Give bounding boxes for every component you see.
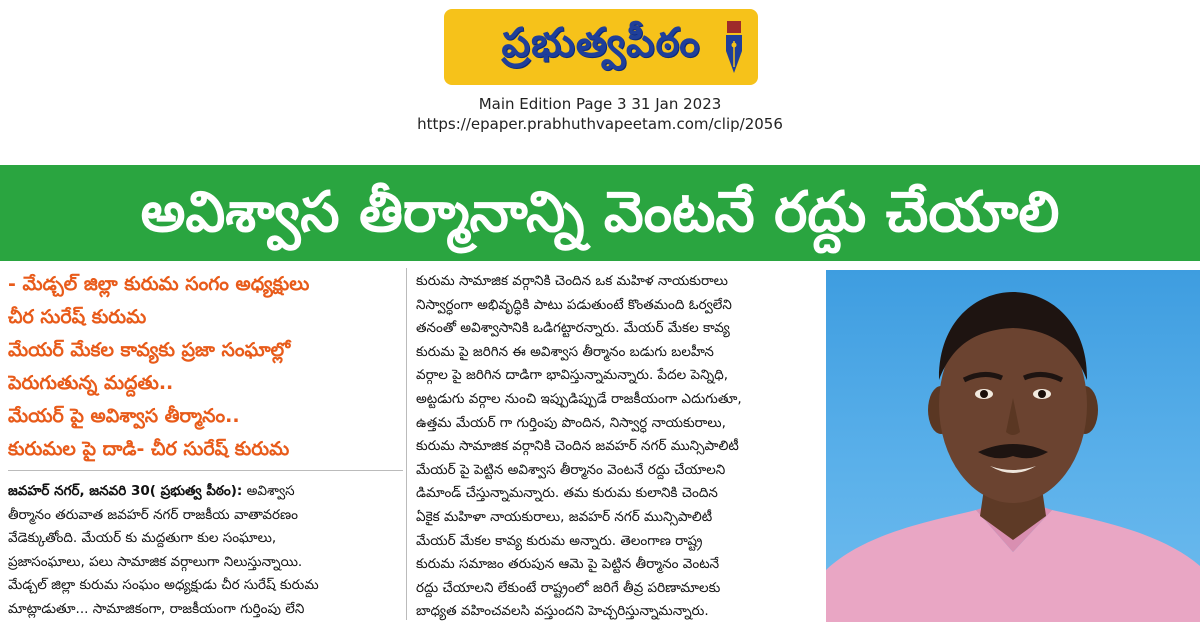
subheads bbox=[8, 268, 403, 466]
clip-url[interactable]: https://epaper.prabhuthvapeetam.com/clip/2056 bbox=[417, 115, 783, 133]
article-line: ప్రజాసంఘాలు, పలు సామాజిక వర్గాలుగా నిలుస్తున్నాయి. bbox=[8, 553, 303, 570]
article-line: తనంతో అవిశ్వాసానికి ఒడిగట్టారన్నారు. మేయర్ మేకల కావ్య bbox=[416, 320, 730, 337]
article-line: మేడ్చల్ జిల్లా కురుమ సంఘం అధ్యక్షుడు చీర సురేష్ కురుమ bbox=[8, 577, 319, 594]
article-line: వర్గాల పై జరిగిన దాడిగా భావిస్తున్నామన్నారు. పేదల పెన్నిధి, bbox=[416, 367, 729, 384]
article-line: తీర్మానం తరువాత జవహర్ నగర్ రాజకీయ వాతావరణం bbox=[8, 506, 299, 523]
article-line: ఉత్తమ మేయర్ గా గుర్తింపు పొందిన, నిస్వార్ధ నాయకురాలు, bbox=[416, 414, 726, 431]
article-line: కురుమ సామాజిక వర్గానికి చెందిన జవహర్ నగర్ మున్సిపాలిటీ bbox=[416, 438, 739, 455]
article-line: డిమాండ్ చేస్తున్నామన్నారు. తమ కురుమ కులానికి చెందిన bbox=[416, 485, 718, 502]
pen-nib-icon bbox=[724, 21, 744, 73]
article-line: కురుమ పై జరిగిన ఈ అవిశ్వాస తీర్మానం బడుగు బలహీన bbox=[416, 343, 714, 360]
portrait-photo bbox=[826, 270, 1200, 622]
article-body-left bbox=[8, 480, 403, 622]
column-divider bbox=[406, 268, 407, 620]
article-line: రద్దు చేయాలని లేకుంటే రాష్ట్రంలో జరిగే తీవ్ర పరిణామాలకు bbox=[416, 579, 721, 596]
article-line: కురుమ సామాజిక వర్గానికి చెందిన ఒక మహిళ నాయకురాలు bbox=[416, 273, 728, 289]
edition-line: Main Edition Page 3 31 Jan 2023 bbox=[478, 95, 722, 113]
subhead: పెరుగుతున్న మద్దతు.. bbox=[8, 372, 174, 394]
masthead-title: ప్రభుత్వపీఠం bbox=[501, 18, 701, 66]
article-line: అట్టడుగు వర్గాల నుంచి ఇప్పుడిప్పుడే రాజకీయంగా ఎదుగుతూ, bbox=[416, 390, 742, 407]
article-text: అవిశ్వాస bbox=[242, 483, 295, 499]
subhead: మేయర్ మేకల కావ్యకు ప్రజా సంఘాల్లో bbox=[8, 339, 291, 361]
article-line: నిస్వార్ధంగా అభివృద్ధికి పాటు పడుతుంటే కొంతమంది ఓర్వలేని bbox=[416, 296, 732, 313]
masthead-logo bbox=[444, 9, 758, 85]
article-line: వేడెక్కుతోంది. మేయర్ కు మద్దతుగా కుల సంఘాలు, bbox=[8, 530, 277, 547]
article-line: ఏకైక మహిళా నాయకురాలు, జవహర్ నగర్ మున్సిపాలిటీ bbox=[416, 508, 713, 525]
section-divider bbox=[8, 470, 403, 471]
portrait-illustration bbox=[826, 270, 1200, 622]
headline: అవిశ్వాస తీర్మానాన్ని వెంటనే రద్దు చేయాలి bbox=[140, 180, 1060, 245]
article-line: బాధ్యత వహించవలసి వస్తుందని హెచ్చరిస్తున్నామన్నారు. bbox=[416, 603, 709, 620]
subhead: - మేడ్చల్ జిల్లా కురుమ సంగం అధ్యక్షులు bbox=[8, 273, 310, 295]
subhead: చీర సురేష్ కురుమ bbox=[8, 306, 147, 328]
article-line: మేయర్ పై పెట్టిన అవిశ్వాస తీర్మానం వెంటనే రద్దు చేయాలని bbox=[416, 461, 726, 478]
subhead: కురుమల పై దాడి- చీర సురేష్ కురుమ bbox=[8, 438, 290, 460]
article-line bbox=[8, 480, 403, 504]
article-line: మేయర్ మేకల కావ్య కురుమ అన్నారు. తెలంగాణ రాష్ట్ర bbox=[416, 532, 703, 549]
article-body-middle bbox=[416, 270, 814, 624]
dateline: జవహర్ నగర్, జనవరి 30( ప్రభుత్వ పీఠం): bbox=[8, 483, 243, 499]
article-line: కురుమ సమాజం తరుపున ఆమె పై పెట్టిన తీర్మానం వెంటనే bbox=[416, 556, 720, 573]
article-line: మాట్లాడుతూ... సామాజికంగా, రాజకీయంగా గుర్తింపు లేని bbox=[8, 600, 305, 617]
subhead: మేయర్ పై అవిశ్వాస తీర్మానం.. bbox=[8, 405, 240, 427]
headline-band bbox=[0, 165, 1200, 261]
